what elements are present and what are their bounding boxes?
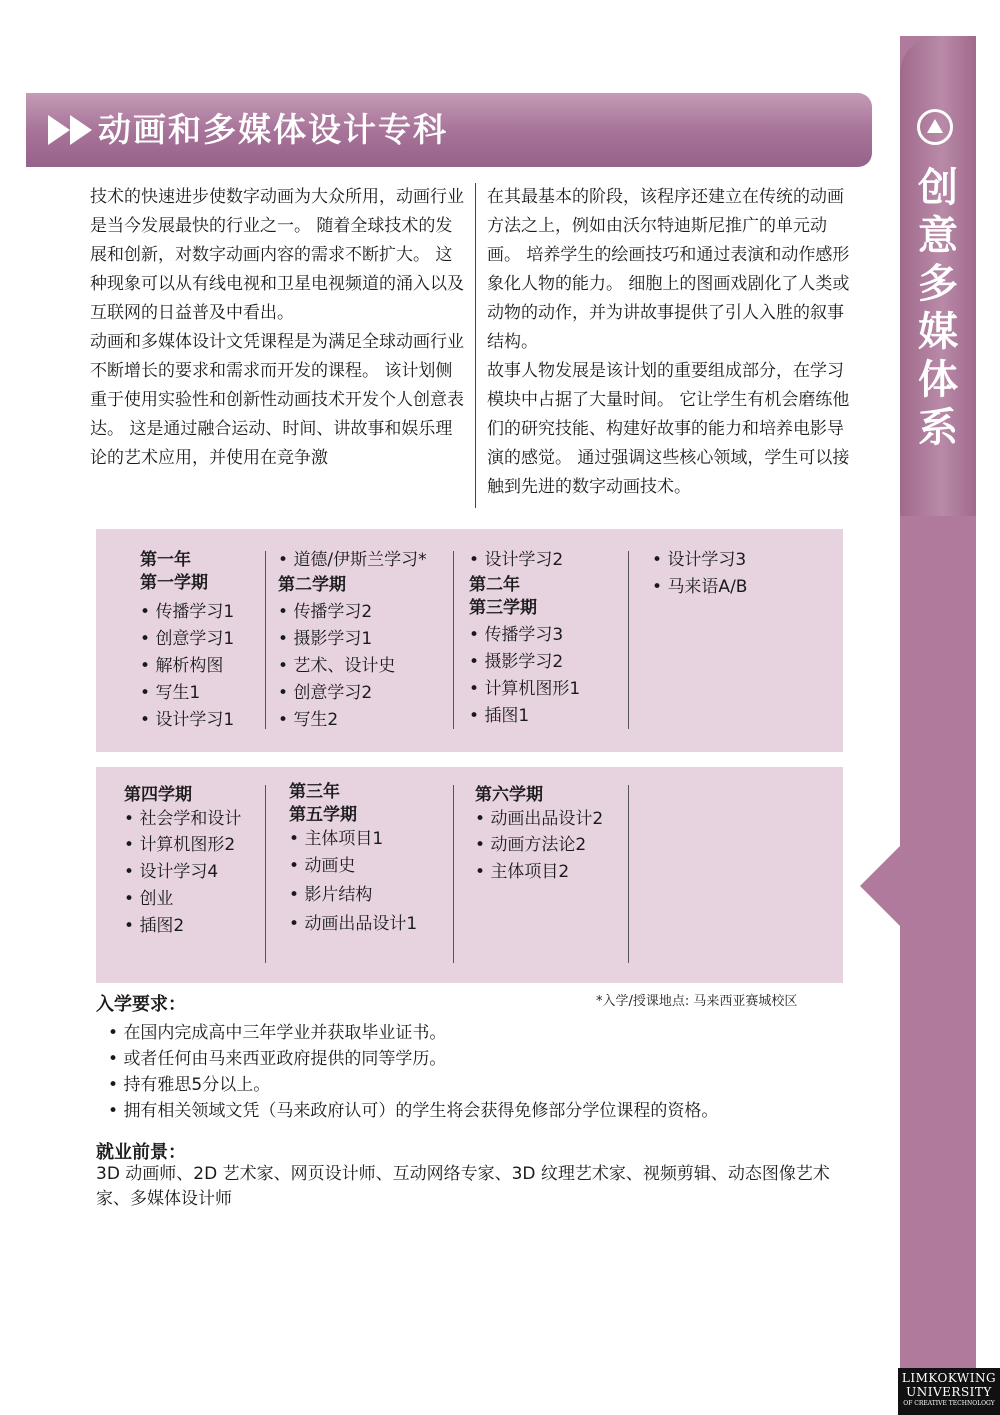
- course-item: • 设计学习2: [469, 547, 624, 574]
- year-heading: 第一年: [140, 550, 191, 570]
- course-item: • 社会学和设计: [124, 807, 264, 832]
- career-text: 3D 动画师、2D 艺术家、网页设计师、互动网络专家、3D 纹理艺术家、视频剪辑、动态图像艺术家、多媒体设计师: [96, 1164, 830, 1209]
- course-item: • 设计学习3: [652, 547, 822, 574]
- column-divider: [628, 785, 629, 963]
- course-item: • 艺术、设计史: [278, 653, 448, 680]
- course-item: • 传播学习2: [278, 599, 448, 626]
- course-item: • 动画出品设计1: [289, 910, 449, 939]
- logo-line: LIMKOKWING: [901, 1371, 997, 1385]
- logo-line: UNIVERSITY: [906, 1385, 992, 1399]
- intro-left-column: [90, 183, 464, 473]
- course-item: • 创业: [124, 886, 264, 913]
- column-divider: [475, 183, 476, 508]
- course-item: • 传播学习1: [140, 599, 260, 626]
- course-block-extra: [652, 547, 822, 601]
- column-divider: [265, 785, 266, 963]
- logo-line: OF CREATIVE TECHNOLOGY: [903, 1400, 995, 1407]
- intro-paragraph: 在其最基本的阶段，该程序还建立在传统的动画方法之上，例如由沃尔特迪斯尼推广的单元动画。 培养学生的绘画技巧和通过表演和动作感形象化人物的能力。 细胞上的图画戏剧化了人类或动物的动作，并为讲故事提供了引人入胜的叙事结构。: [487, 187, 850, 352]
- page-title: 动画和多媒体设计专科: [98, 110, 448, 149]
- column-divider: [628, 551, 629, 729]
- year-heading: 第三年: [289, 782, 340, 802]
- double-arrow-icon: [48, 115, 98, 145]
- course-item: • 道德/伊斯兰学习*: [278, 547, 448, 574]
- requirements-list: [108, 1020, 868, 1124]
- requirement-item: • 拥有相关领域文凭（马来政府认可）的学生将会获得免修部分学位课程的资格。: [108, 1098, 868, 1124]
- course-item: • 创意学习1: [140, 626, 260, 653]
- requirement-item: • 持有雅思5分以上。: [108, 1072, 868, 1098]
- course-item: • 马来语A/B: [652, 574, 822, 601]
- course-item: • 创意学习2: [278, 680, 448, 707]
- side-tab: [900, 36, 976, 1388]
- up-triangle-circle-icon: [917, 109, 953, 145]
- course-item: • 动画出品设计2: [475, 807, 625, 832]
- side-tab-notch: [860, 846, 900, 926]
- semester-heading: 第五学期: [289, 805, 357, 825]
- course-block-year3-sem5: [289, 781, 449, 939]
- course-block-sem2: [278, 547, 448, 734]
- course-table-years-1-2: [96, 529, 843, 752]
- location-note: *入学/授课地点: 马来西亚赛城校区: [596, 994, 798, 1009]
- column-divider: [453, 785, 454, 963]
- semester-heading: 第四学期: [124, 785, 192, 805]
- requirement-item: • 或者任何由马来西亚政府提供的同等学历。: [108, 1046, 868, 1072]
- header-banner: [26, 93, 872, 167]
- course-item: • 传播学习3: [469, 622, 624, 649]
- semester-heading: 第六学期: [475, 785, 543, 805]
- course-block-sem4: [124, 784, 264, 940]
- course-item: • 主体项目2: [475, 859, 625, 886]
- column-divider: [265, 551, 266, 729]
- side-tab-title: 创意多媒体系: [918, 165, 958, 451]
- course-item: • 计算机图形1: [469, 676, 624, 703]
- course-item: • 设计学习4: [124, 859, 264, 886]
- course-item: • 写生2: [278, 707, 448, 734]
- course-item: • 解析构图: [140, 653, 260, 680]
- year-heading: 第二年: [469, 575, 520, 595]
- intro-right-column: [487, 183, 859, 502]
- university-logo: [898, 1368, 1000, 1415]
- course-block-year2-sem3: [469, 547, 624, 730]
- career-title: 就业前景：: [96, 1142, 186, 1163]
- course-item: • 主体项目1: [289, 827, 449, 852]
- course-item: • 写生1: [140, 680, 260, 707]
- course-item: • 计算机图形2: [124, 832, 264, 859]
- course-item: • 动画方法论2: [475, 832, 625, 859]
- course-item: • 摄影学习2: [469, 649, 624, 676]
- requirement-item: • 在国内完成高中三年学业并获取毕业证书。: [108, 1020, 868, 1046]
- intro-paragraph: 技术的快速进步使数字动画为大众所用，动画行业是当今发展最快的行业之一。 随着全球技术的发展和创新，对数字动画内容的需求不断扩大。 这种现象可以从有线电视和卫星电视频道的涌入以及互联网的日益普及中看出。: [90, 187, 464, 323]
- course-block-sem6: [475, 784, 625, 886]
- column-divider: [453, 551, 454, 729]
- course-item: • 影片结构: [289, 881, 449, 910]
- semester-heading: 第一学期: [140, 573, 208, 593]
- course-item: • 动画史: [289, 852, 449, 881]
- requirements-title: 入学要求：: [96, 994, 186, 1015]
- course-block-year1-sem1: [140, 549, 260, 734]
- semester-heading: 第二学期: [278, 575, 346, 595]
- course-item: • 插图2: [124, 913, 264, 940]
- course-item: • 摄影学习1: [278, 626, 448, 653]
- semester-heading: 第三学期: [469, 598, 537, 618]
- intro-paragraph: 故事人物发展是该计划的重要组成部分，在学习模块中占据了大量时间。 它让学生有机会磨练他们的研究技能、构建好故事的能力和培养电影导演的感觉。 通过强调这些核心领域，学生可以接触到先进的数字动画技术。: [487, 361, 850, 497]
- course-table-years-2-3: [96, 767, 843, 983]
- course-item: • 插图1: [469, 703, 624, 730]
- course-item: • 设计学习1: [140, 707, 260, 734]
- intro-paragraph: 动画和多媒体设计文凭课程是为满足全球动画行业不断增长的要求和需求而开发的课程。 该计划侧重于使用实验性和创新性动画技术开发个人创意表达。 这是通过融合运动、时间、讲故事和娱乐理论的艺术应用，并使用在竞争激: [90, 332, 464, 468]
